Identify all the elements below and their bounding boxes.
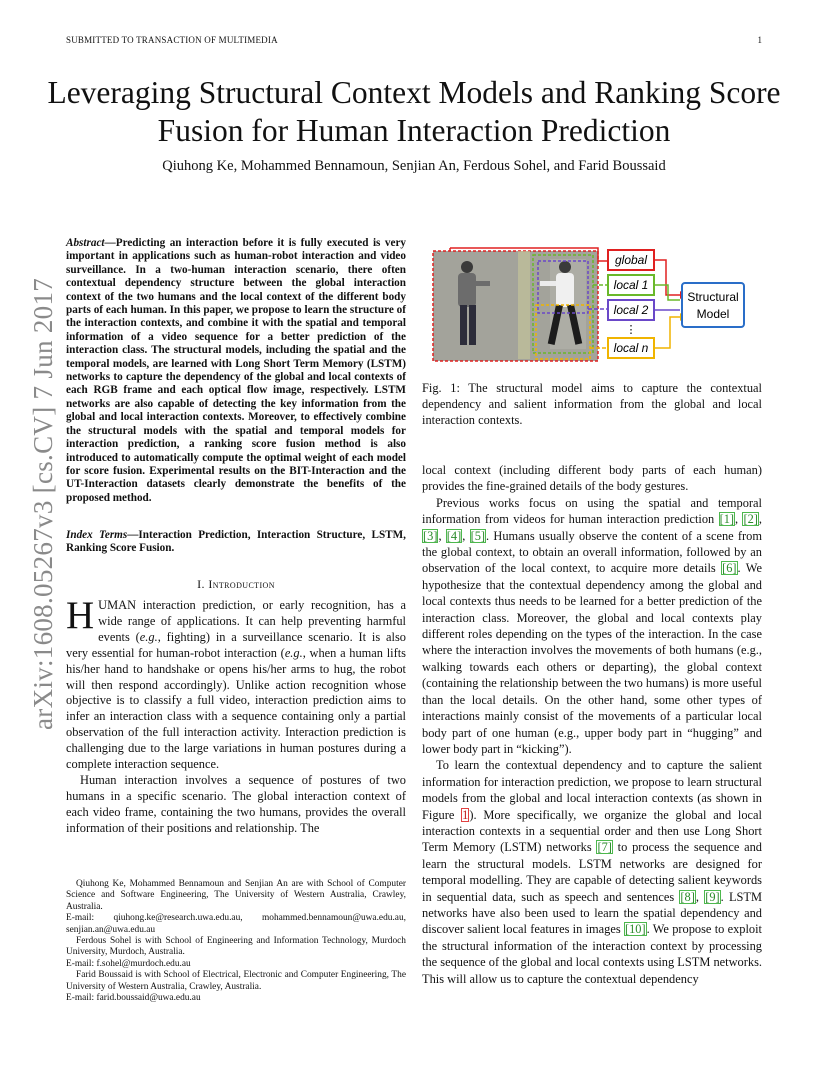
intro-paragraph-2: Human interaction involves a sequence of postures of two humans in a specific scenario. The global interaction context of each video frame, containing the two humans, provides the overall information of their positions and relationship. The (66, 772, 406, 835)
local-1-to-model (654, 285, 680, 300)
local-1-label: local 1 (613, 278, 649, 292)
index-terms (66, 529, 406, 556)
footnote-email: E-mail: farid.boussaid@uwa.edu.au (66, 993, 201, 1004)
footnote-email: E-mail: qiuhong.ke@research.uwa.edu.au, mohammed.bennamoun@uwa.edu.au, senjian.an@uwa.edu.au (66, 913, 406, 935)
author-list: Qiuhong Ke, Mohammed Bennamoun, Senjian An, Ferdous Sohel, and Farid Boussaid (162, 158, 666, 174)
page-number: 1 (757, 35, 762, 45)
citation-link[interactable]: [9] (705, 889, 720, 904)
paper-title: Leveraging Structural Context Models and Ranking Score Fusion for Human Interaction Prediction (47, 75, 781, 148)
abstract-label: Abstract (66, 237, 105, 249)
intro-eg: e.g. (284, 645, 303, 660)
citation-link[interactable]: [8] (680, 889, 695, 904)
intro-p1-part: UMAN interaction prediction, or early recognition, has a wide range of applications. It can help preventing harmful events ( (98, 598, 406, 644)
citation-link[interactable]: [3] (423, 528, 438, 543)
text-run: . Humans usually observe the content of a scene from the global context, to obtain an overall information, followed by an observation of the local context, to acquire more details (422, 528, 762, 576)
dropcap: H (66, 594, 95, 637)
model-label-line2: Model (696, 307, 730, 321)
index-terms-text: —Interaction Prediction, Interaction Structure, LSTM, Ranking Score Fusion. (66, 529, 406, 555)
background-door (518, 251, 530, 359)
local-2-label: local 2 (613, 303, 649, 317)
footnotes (66, 879, 406, 1004)
citation-link[interactable]: [1] (719, 512, 735, 527)
citation-link[interactable]: [5] (470, 528, 486, 543)
figure-1 (430, 245, 760, 370)
structural-model-diagram (430, 245, 760, 370)
intro-p1-part: , when a human lifts his/her hand to handshake or opens his/her arms to hug, the robot will then respond accordingly). Unlike action recognition whose objective is to classify a full video, interaction prediction aims to infer an interaction class with a sequence containing only a partial observation of the full interaction activity. Interaction prediction is challenging due to the large variations in human postures during a complete interaction sequence. (66, 645, 406, 772)
section-title: Introduction (208, 577, 275, 591)
global-to-model (654, 260, 680, 295)
footnote-email: E-mail: f.sohel@murdoch.edu.au (66, 958, 191, 969)
ellipsis-label: ⋮ (625, 324, 637, 336)
citation-link[interactable]: [7] (597, 840, 612, 855)
citation-link[interactable]: [6] (722, 561, 737, 576)
citation-link[interactable]: [2] (743, 512, 758, 527)
text-run: To learn the contextual dependency and to capture the salient information for interaction prediction, we propose to learn structural models from the global and local interaction contexts (as shown in Figure (422, 758, 762, 822)
citation-link[interactable]: [10] (624, 922, 646, 937)
text-run: . We hypothesize that the contextual dependency among the global and local contexts thus needs to be learned for a better prediction of the interaction class. Moreover, the global and local contexts play different roles depending on the types of the interaction. In the case where the interaction involves the movements of both humans (e.g., walking towards each others or departing), the global context (containing the relationship between the two humans) is more useful than the local details. On the other hand, some other types of interactions mainly consist of the movements of a particular local body part of one human (e.g., upper body part in “hugging” and lower body part in “kicking”). (422, 561, 762, 756)
citation-link[interactable]: [4] (446, 528, 462, 543)
footnote: Ferdous Sohel is with School of Engineering and Information Technology, Murdoch University, Murdoch, Australia. (66, 936, 406, 958)
index-terms-label: Index Terms (66, 529, 128, 541)
right-column-text (422, 462, 762, 987)
figure-ref-link[interactable]: 1 (462, 807, 469, 822)
footnote: Qiuhong Ke, Mohammed Bennamoun and Senjian An are with School of Computer Science and Software Engineering, The University of Western Australia, Crawley, Australia. (66, 879, 406, 912)
local-n-label: local n (613, 341, 649, 355)
intro-paragraph-1 (66, 594, 406, 773)
intro-eg: e.g. (139, 629, 158, 644)
text-run: . LSTM networks have also been used to learn the spatial dependency and discover salient local features in images (422, 889, 762, 937)
text-run: ). More specifically, we organize the global and local interaction contexts in a sequential order and then use Long Short Term Memory (LSTM) networks (422, 807, 762, 855)
model-label-line1: Structural (687, 290, 739, 304)
abstract (66, 237, 406, 505)
footnote: Farid Boussaid is with School of Electrical, Electronic and Computer Engineering, The University of Western Australia, Crawley, Australia. (66, 970, 406, 992)
right-paragraph-1: Previous works focus on using the spatial and temporal information from videos for human interaction prediction [1], [2], [3], [4], [5]. Humans usually observe the content of a scene from the global context, to obtain an overall information, followed by an observation of the local context, to acquire more details [6]. We hypothesize that the contextual dependency among the global and local contexts thus needs to be learned for a better prediction of the interaction class. Moreover, the global and local contexts play different roles depending on the types of the interaction. In the case where the interaction involves the movements of both humans (e.g., walking towards each others or departing), the global context (containing the relationship between the two humans) is more useful than the local details. On the other hand, some other types of interactions mainly consist of the movements of a particular local body part of one human (e.g., upper body part in “hugging” and lower body part in “kicking”). (422, 495, 762, 756)
local-n-to-model (654, 317, 680, 348)
right-paragraph-0: local context (including different body parts of each human) provides the fine-grained details of the body gestures. (422, 463, 762, 494)
text-run: . We propose to exploit the structural information of the interaction context by processing the sequence of the global and local contexts using LSTM networks. This will allow us to capture the contextual dependency (422, 922, 763, 986)
arxiv-stamp: arXiv:1608.05267v3 [cs.CV] 7 Jun 2017 (28, 277, 58, 730)
section-number: I. (197, 577, 205, 591)
text-run: Previous works focus on using the spatial and temporal information from videos for human interaction prediction (422, 495, 762, 527)
section-heading (66, 577, 406, 592)
text-run: to process the sequence and learn the structural models. LSTM networks are designed for temporal modelling. They are capable of detecting salient keywords in sequential data, such as speech and sentences (422, 840, 762, 904)
intro-p1-part: , fighting) in a surveillance scenario. It is also very essential for human-robot interaction ( (66, 629, 406, 660)
abstract-text: —Predicting an interaction before it is fully executed is very important in applications such as human-robot interaction and video surveillance. In a two-human interaction scenario, there often contextual dependency structure between the global interaction context of the two humans and the local context of the different body parts of each human. In this paper, we propose to learn the structure of the interaction contexts, and combine it with the spatial and temporal information of a video sequence for a better prediction of the interaction class. The structural models, including the spatial and the temporal models, are learned with Long Short Term Memory (LSTM) networks to capture the dependency of the global and local contexts of each RGB frame and each optical flow image, respectively. LSTM networks are also capable of detecting the key information from the global and local interaction contexts. Moreover, to effectively combine the structural models with the spatial and temporal models for interaction prediction, a ranking score fusion method is also introduced to automatically compute the optimal weight of each model for score fusion. Experimental results on the BIT-Interaction and the UT-Interaction datasets clearly demonstrate the benefits of the proposed method. (66, 237, 406, 504)
running-header: SUBMITTED TO TRANSACTION OF MULTIMEDIA (66, 35, 278, 45)
right-paragraph-2: To learn the contextual dependency and to capture the salient information for interaction prediction, we propose to learn structural models from the global and local interaction contexts (as shown in Figure 1). More specifically, we organize the global and local interaction contexts in a sequential order and then use Long Short Term Memory (LSTM) networks [7] to process the sequence and learn the structural models. LSTM networks are designed for temporal modelling. They are capable of detecting salient keywords in sequential data, such as speech and sentences [8], [9]. LSTM networks have also been used to learn the spatial dependency and discover salient local features in images [10]. We propose to exploit the structural information of the interaction context by processing the sequence of the global and local contexts using LSTM networks. This will allow us to capture the contextual dependency (422, 758, 763, 986)
figure-caption: Fig. 1: The structural model aims to capture the contextual dependency and salient information from the global and local interaction contexts. (422, 381, 762, 427)
global-label: global (614, 253, 648, 267)
intro-text (66, 594, 406, 837)
